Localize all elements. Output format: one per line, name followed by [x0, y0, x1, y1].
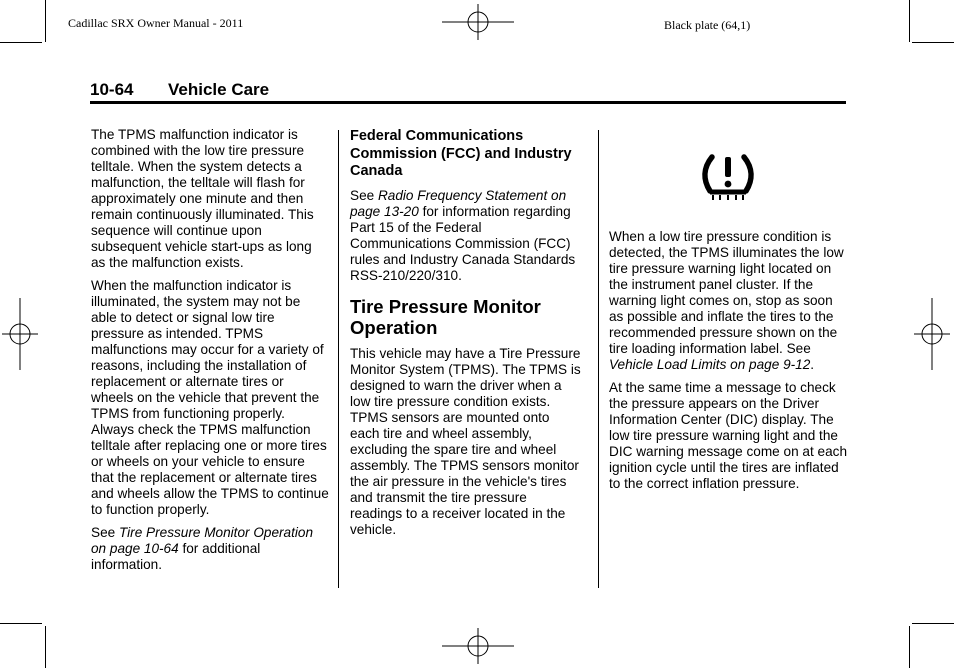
paragraph	[350, 188, 582, 284]
column-divider	[338, 130, 339, 588]
header-rule	[90, 101, 846, 104]
text-run: .	[810, 357, 815, 372]
section-title: Vehicle Care	[168, 80, 270, 99]
crop-mark	[912, 42, 954, 43]
middle-column	[350, 128, 582, 545]
low-tire-pressure-warning-icon	[700, 150, 756, 202]
manual-title: Cadillac SRX Owner Manual - 2011	[68, 16, 244, 30]
page-number: 10-64	[90, 80, 134, 99]
paragraph	[91, 525, 329, 573]
crop-mark	[45, 0, 46, 42]
crop-mark	[909, 626, 910, 668]
paragraph: When the malfunction indicator is illuminated, the system may not be able to detect or signal low tire pressure as intended. TPMS malfunctions may occur for a variety of reasons, including the installation of replacement or alternate tires or wheels on the vehicle that prevent the TPMS from functioning properly. Always check the TPMS malfunction telltale after replacing one or more tires or wheels on your vehicle to ensure that the replacement or alternate tires and wheels allow the TPMS to continue to function properly.	[91, 278, 329, 517]
registration-mark-icon	[2, 298, 38, 370]
column-divider	[598, 130, 599, 588]
text-run: See	[91, 525, 119, 540]
crop-mark	[0, 623, 42, 624]
registration-mark-icon	[914, 298, 950, 370]
text-run: for additional information.	[91, 541, 261, 572]
section-header	[90, 80, 846, 100]
paragraph	[609, 229, 847, 373]
cross-reference-link[interactable]: Radio Frequency Statement on page 13-20	[350, 187, 567, 219]
crop-mark	[45, 626, 46, 668]
paragraph: At the same time a message to check the pressure appears on the Driver Information Center (DIC) display. The low tire pressure warning light and the DIC warning message come on at each ignition cycle until the tires are inflated to the correct inflation pressure.	[609, 380, 848, 491]
tpm-heading: Tire Pressure Monitor Operation	[350, 295, 541, 338]
crop-mark	[909, 0, 910, 42]
text-run: When a low tire pressure condition is detected, the TPMS illuminates the low tire pressure warning light located on the instrument panel cluster. If the warning light comes on, stop as soon as possible and inflate the tires to the recommended pressure shown on the tire loading information label. See	[609, 229, 844, 356]
plate-label: Black plate (64,1)	[664, 18, 751, 32]
paragraph: This vehicle may have a Tire Pressure Monitor System (TPMS). The TPMS is designed to warn the driver when a low tire pressure condition exists. TPMS sensors are mounted onto each tire and wheel assembly, excluding the spare tire and wheel assembly. The TPMS sensors monitor the air pressure in the vehicle's tires and transmit the tire pressure readings to a receiver located in the vehicle.	[350, 345, 581, 537]
cross-reference-link[interactable]: Tire Pressure Monitor Operation on page 10-64	[91, 525, 314, 556]
crop-mark	[0, 42, 42, 43]
text-run: See	[350, 187, 378, 203]
text-run: for information regarding Part 15 of the Federal Communications Commission (FCC) rules and Industry Canada Standards RSS-210/220/310.	[350, 203, 576, 283]
registration-mark-icon	[442, 628, 514, 664]
crop-mark	[912, 623, 954, 624]
right-column	[609, 229, 847, 499]
paragraph: The TPMS malfunction indicator is combined with the low tire pressure telltale. When the system detects a malfunction, the telltale will flash for approximately one minute and then remain continuously illuminated. This sequence will continue upon subsequent vehicle start-ups as long as the malfunction exists.	[91, 127, 314, 270]
fcc-heading: Federal Communications Commission (FCC) and Industry Canada	[350, 128, 572, 179]
cross-reference-link[interactable]: Vehicle Load Limits on page 9-12	[609, 357, 811, 372]
registration-mark-icon	[442, 4, 514, 40]
left-column	[91, 127, 329, 580]
